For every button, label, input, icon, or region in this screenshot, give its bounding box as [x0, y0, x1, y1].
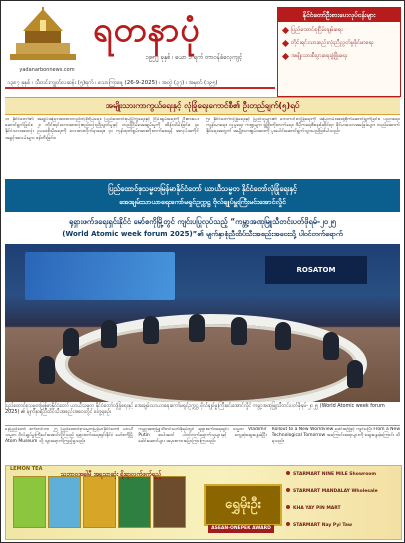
featured-news-subheadline — [5, 214, 400, 242]
banner-line-1: ပြည်ထောင်စုသမ္မတမြန်မာနိုင်ငံတော် ယာယီသမ္မတ နိုင်ငံတော်လုံခြုံရေးနှင့် — [108, 184, 297, 193]
advertisement — [5, 465, 402, 540]
diamond-bullet-icon — [282, 53, 289, 60]
tea-box-icon — [13, 476, 46, 528]
article-column-1: နေပြည်တော် စက်တင်ဘာ ၂၅ ပြည်ထောင်စုသမ္မတမြန်မာနိုင်ငံတော် ယာယီသမ္မတ ဗိုလ်ချုပ်မှူးကြီးမင်းအောင်လှိုင်သည် ရုရှားဖက်ဒရေးရှင်းနိုင်ငံ မော်စကိုမြို့ Atom Museum သို့ သွားရောက်ကြည့်ရှုသည်။ — [5, 427, 134, 444]
lead-article-left-column: ၁။ နိုင်ငံတော်၏ အချုပ်အခြာအာဏာတည်တံ့ခိုင်မြဲရေး၊ ပြည်ထောင်စုမပြိုကွဲရေးနှင့် ငြိမ်းချမ်းရေးကို ဦးစားပေးဆောင်ရွက်ခြင်း။ ၂။ တိုင်းရင်းသားအားလုံးစည်းလုံးညီညွတ်မှုနှင့် တည်ငြိမ်အေးချမ်းမှုကို ထိန်းသိမ်းခြင်း။ ၃။ နိုင်ငံသားအားလုံး ဥပဒေစိုးမိုးရေးကို လေးစားလိုက်နာရေး။ ၄။ ကုန်ထုတ်စွမ်းအားတိုးတက်စေရန် အလုပ်အကိုင်အခွင့်အလမ်းများ ဖန်တီးခြင်း။ — [5, 117, 199, 141]
person-icon — [275, 322, 291, 350]
main-headline: အမျိုးသားကာကွယ်ရေးနှင့် လုံခြုံရေးကောင်စီ၏ ဦးတည်ချက်(၅)ရပ် — [5, 97, 400, 115]
publication-date-line-2: ၁၃၈၇ ခုနှစ် ၊ သီတင်းကျွတ်လဆန်း (၅)ရက် ၊ သောကြာနေ့ (26-9-2025) ၊ အတွဲ (၃၇) ၊ အမှတ် (၁၉၅) — [7, 80, 218, 86]
rosatom-logo-sign: ROSATOM — [265, 256, 367, 284]
store-item: STARMART MANDALAY Wholesale — [286, 488, 396, 495]
award-badge: ASEAN-ONEPEK AWARD — [208, 525, 274, 533]
person-icon — [39, 356, 55, 384]
article-column-3: Rollout to a New Worldview ခေါင်းစဉ်ဖြင့် ကျင်းပပြီး From a New Technological Tomorrow အကြောင်းအရာများကို ဆွေးနွေးခဲ့ကြောင်း သိရသည်။ — [271, 427, 400, 444]
tea-box-icon — [48, 476, 81, 528]
presentation-screen — [25, 252, 175, 300]
person-icon — [63, 328, 79, 356]
article-column-2: ကမ္ဘာ့အဏုမြူသီတင်းပတ်ဖိုရမ်တွင် ရုရှားဖက်ဒရေးရှင်း သမ္မတ Vladimir Putin အပါအဝင် ပါဝင်တက်ရောက်သူများနှင့် တွေ့ဆုံဆွေးနွေးခဲ့ပြီး ခေါင်းဆောင်များ အမှာစကားပြောကြားကြသည်။ — [138, 427, 267, 444]
article-columns — [5, 427, 400, 462]
lemon-tea-label: LEMON TEA — [10, 466, 43, 472]
brand-logo: ရွှေမိုးဦး — [204, 484, 282, 526]
lead-article-right-column: ၅။ နိုင်ငံတော်လုံခြုံရေးနှင့် ပြည်သူများ၏ ဘေးကင်းလုံခြုံရေးကို အမြဲတမ်းအာရုံစိုက်ဆောင်ရွက်ခြင်း။ ပညာရေး၊ ကျန်းမာရေး၊ လူမှုရေး ကဏ္ဍများ ဖွံ့ဖြိုးတိုးတက်ရေး၊ ဒီမိုကရေစီစနစ်ဆိုင်ရာ ခိုင်မာသောအခြေခံများ တည်ဆောက်နိုင်ရေးအတွက် အမျိုးသားစွမ်းအားကို ပူးပေါင်းဆောင်ရွက်သွားမည်ဖြစ်ပါသည်။ — [206, 117, 400, 135]
subheadline-line-2: (World Atomic week forum 2025)”၏ မျက်နှာစုံညီထိပ်သီးအစည်းအဝေးသို့ ပါဝင်တက်ရောက် — [62, 230, 343, 238]
photo-caption: ပြည်ထောင်စုသမ္မတမြန်မာနိုင်ငံတော် ယာယီသမ္မတ နိုင်ငံတော်လုံခြုံရေးနှင့် အေးချမ်းသာယာရေးကော်မရှင်ဥက္ကဋ္ဌ ဗိုလ်ချုပ်မှူးကြီးမင်းအောင်လှိုင် ကမ္ဘာ့အဏုမြူသီတင်းပတ်ဖိုရမ်-၂၀၂၅ (World Atomic week forum 2025) ၏ မျက်နှာစုံညီထိပ်သီးအစည်းအဝေးတွင် တွေ့ရစဉ်။ — [5, 403, 400, 426]
national-priorities-box — [277, 7, 401, 97]
person-icon — [347, 360, 363, 388]
website-url: yadanarbonnews.com — [19, 67, 75, 73]
lead-article — [5, 117, 400, 175]
store-item: STARMART Nay Pyi Taw — [286, 522, 396, 529]
store-location-icon — [286, 522, 290, 526]
priority-item: အမျိုးသားစီးပွားရေးဖွံ့ဖြိုးရေး — [283, 52, 396, 61]
store-item: KHA YAY PIN MART — [286, 505, 396, 512]
masthead-divider — [5, 87, 275, 89]
store-location-icon — [286, 488, 290, 492]
tea-box-icon — [83, 476, 116, 528]
store-location-icon — [286, 505, 290, 509]
featured-news-banner — [5, 179, 400, 212]
person-icon — [231, 317, 247, 345]
tea-box-icon — [153, 476, 186, 528]
tea-box-icon — [118, 476, 151, 528]
store-item: STARMART NINE MILE Showroom — [286, 471, 396, 478]
newspaper-logo-icon — [7, 7, 79, 65]
priority-item: ပြည်ထောင်စုငြိမ်းချမ်းရေး — [283, 26, 396, 35]
ad-slogan: သဘာဝအခါမီ အရသာဆုံး ရိုးရာလက်ဖက်ရည် — [60, 471, 162, 478]
priority-item: တိုင်းရင်းသားစည်းလုံးညီညွတ်မှုခိုင်မာရေး — [283, 39, 396, 48]
person-icon — [189, 314, 205, 342]
conference-photo — [5, 244, 400, 402]
banner-line-2: အေးချမ်းသာယာရေးကော်မရှင်ဥက္ကဋ္ဌ ဗိုလ်ချုပ်မှူးကြီးမင်းအောင်လှိုင် — [119, 198, 286, 206]
publication-date-line-1: ၁၉၅၂ ခုနှစ် ၊ ယော ၁ ရက် တာဝန်ခံလေ့ကျင့် — [145, 54, 243, 61]
person-icon — [143, 316, 159, 344]
store-location-icon — [286, 471, 290, 475]
priorities-title: နိုင်ငံတော်ဦးစားပေးလုပ်ငန်းများ — [278, 8, 400, 22]
person-icon — [101, 320, 117, 348]
person-icon — [323, 332, 339, 360]
diamond-bullet-icon — [282, 40, 289, 47]
page-title: ရတနာပုံ — [93, 10, 201, 50]
diamond-bullet-icon — [282, 27, 289, 34]
subheadline-line-1: ရုရှားဖက်ဒရေးရှင်းနိုင်ငံ မော်စကိုမြို့တွင် ကျင်းပပြုလုပ်သည့် “ကမ္ဘာ့အဏုမြူသီတင်းပတ်ဖိုရမ်-၂၀၂၅ — [69, 217, 336, 226]
